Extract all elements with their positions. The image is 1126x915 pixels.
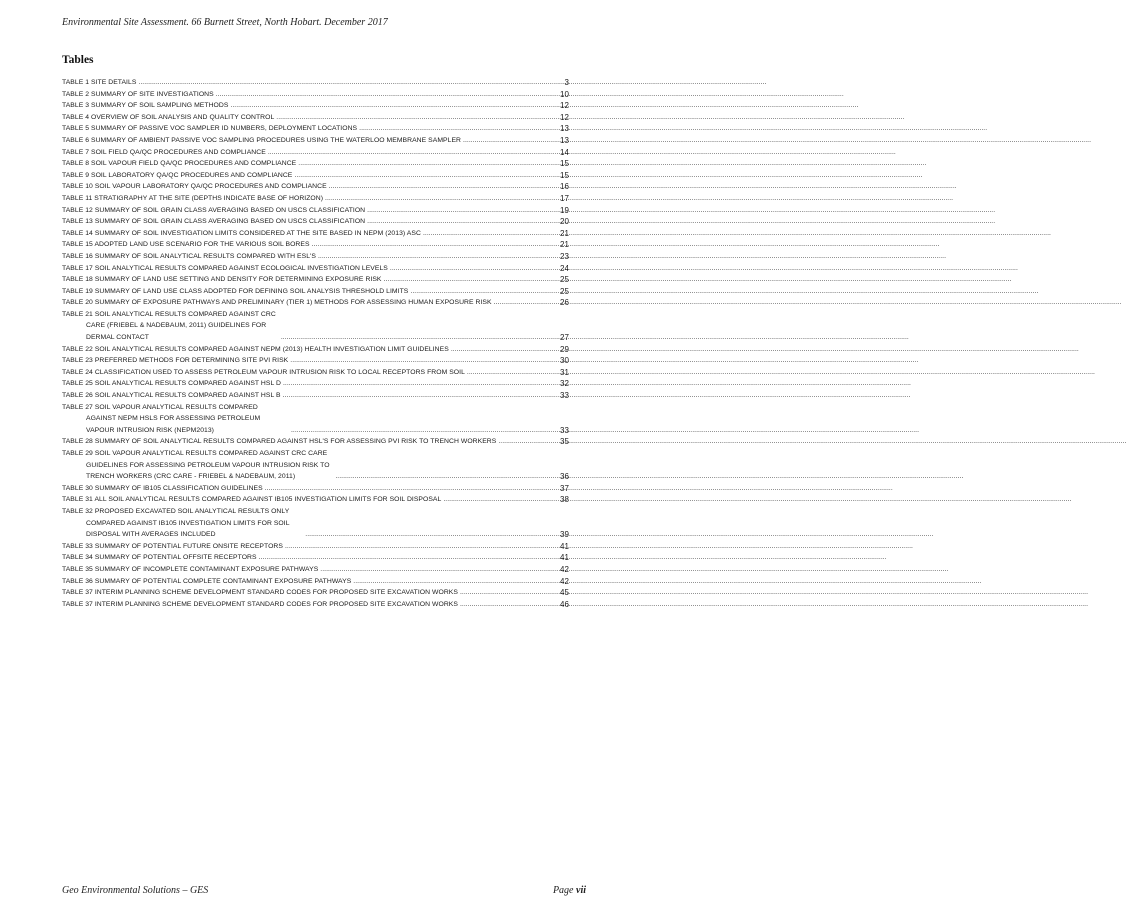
toc-leader-dots (367, 216, 558, 228)
toc-entry-page: 45 (560, 588, 569, 598)
toc-leader-dots (335, 471, 558, 483)
toc-entry[interactable] (62, 263, 569, 275)
toc-entry-page: 29 (560, 344, 569, 354)
toc-entry-page: 41 (560, 541, 569, 551)
toc-leader-dots (298, 158, 558, 170)
toc-entry[interactable] (62, 181, 569, 193)
toc-entry-page: 32 (560, 379, 569, 389)
section-heading: Tables (62, 54, 94, 66)
toc-leader-dots (312, 239, 558, 251)
toc-entry-title: TABLE 37 INTERIM PLANNING SCHEME DEVELOPMENT STANDARD CODES FOR PROPOSED SITE EXCAVATION WORKS (62, 600, 458, 608)
toc-entry-title: TABLE 30 SUMMARY OF IB105 CLASSIFICATION GUIDELINES (62, 484, 263, 492)
toc-entry[interactable] (62, 402, 569, 437)
toc-entry-page: 36 (560, 472, 569, 482)
toc-entry-title: TABLE 5 SUMMARY OF PASSIVE VOC SAMPLER ID NUMBERS, DEPLOYMENT LOCATIONS (62, 125, 358, 133)
toc-entry[interactable] (62, 297, 569, 309)
toc-leader-dots (460, 587, 558, 599)
toc-entry-title: TABLE 27 SOIL VAPOUR ANALYTICAL RESULTS COMPARED AGAINST NEPM HSLS FOR ASSESSING PETROLEUM VAPOUR INTRUSION RISK (NEPM2013) (62, 403, 261, 434)
toc-entry[interactable] (62, 216, 569, 228)
toc-entry-page: 38 (560, 495, 569, 505)
toc-entry-title: TABLE 7 SOIL FIELD QA/QC PROCEDURES AND COMPLIANCE (62, 148, 266, 156)
toc-leader-dots (265, 483, 558, 495)
toc-leader-dots (259, 552, 558, 564)
toc-entry[interactable] (62, 112, 569, 124)
toc-entry[interactable] (62, 494, 569, 506)
toc-entry-title: TABLE 17 SOIL ANALYTICAL RESULTS COMPARED AGAINST ECOLOGICAL INVESTIGATION LEVELS (62, 264, 388, 272)
toc-entry-title: TABLE 16 SUMMARY OF SOIL ANALYTICAL RESULTS COMPARED WITH ESL'S (62, 252, 316, 260)
toc-entry[interactable] (62, 205, 569, 217)
toc-entry[interactable] (62, 436, 569, 448)
toc-entry-page: 42 (560, 564, 569, 574)
toc-leader-dots (384, 274, 558, 286)
toc-entry-page: 14 (560, 147, 569, 157)
toc-leader-dots (367, 205, 558, 217)
footer-company: Geo Environmental Solutions – GES (62, 885, 209, 896)
toc-leader-dots (294, 170, 558, 182)
toc-leader-dots (423, 228, 558, 240)
toc-entry[interactable] (62, 274, 569, 286)
toc-leader-dots (320, 564, 558, 576)
toc-leader-dots (305, 529, 558, 541)
toc-entry-title: TABLE 36 SUMMARY OF POTENTIAL COMPLETE CONTAMINANT EXPOSURE PATHWAYS (62, 577, 352, 585)
toc-entry-title: TABLE 28 SUMMARY OF SOIL ANALYTICAL RESULTS COMPARED AGAINST HSL'S FOR ASSESSING PVI RISK TO TRENCH WORKERS (62, 438, 497, 446)
toc-entry-title: TABLE 8 SOIL VAPOUR FIELD QA/QC PROCEDURES AND COMPLIANCE (62, 160, 297, 168)
toc-entry-page: 33 (560, 391, 569, 401)
toc-entry-title: TABLE 26 SOIL ANALYTICAL RESULTS COMPARED AGAINST HSL B (62, 392, 281, 400)
toc-leader-dots (329, 181, 558, 193)
toc-entry[interactable] (62, 599, 569, 611)
toc-entry-title: TABLE 22 SOIL ANALYTICAL RESULTS COMPARED AGAINST NEPM (2013) HEALTH INVESTIGATION LIMIT GUIDELINES (62, 345, 449, 353)
toc-entry[interactable] (62, 239, 569, 251)
toc-leader-dots (451, 344, 558, 356)
toc-entry-title: TABLE 11 STRATIGRAPHY AT THE SITE (DEPTHS INDICATE BASE OF HORIZON) (62, 194, 324, 202)
toc-entry-title: TABLE 10 SOIL VAPOUR LABORATORY QA/QC PROCEDURES AND COMPLIANCE (62, 183, 327, 191)
toc-leader-dots (283, 390, 558, 402)
toc-entry[interactable] (62, 541, 569, 553)
toc-entry-page: 10 (560, 89, 569, 99)
toc-entry[interactable] (62, 378, 569, 390)
toc-leader-dots (325, 193, 558, 205)
toc-entry-title: TABLE 37 INTERIM PLANNING SCHEME DEVELOPMENT STANDARD CODES FOR PROPOSED SITE EXCAVATION WORKS (62, 589, 458, 597)
toc-entry[interactable] (62, 228, 569, 240)
toc-entry-title: TABLE 6 SUMMARY OF AMBIENT PASSIVE VOC SAMPLING PROCEDURES USING THE WATERLOO MEMBRANE SAMPLER (62, 136, 461, 144)
toc-entry-title: TABLE 4 OVERVIEW OF SOIL ANALYSIS AND QUALITY CONTROL (62, 113, 275, 121)
toc-entry-title: TABLE 15 ADOPTED LAND USE SCENARIO FOR THE VARIOUS SOIL BORES (62, 241, 310, 249)
toc-entry-title: TABLE 29 SOIL VAPOUR ANALYTICAL RESULTS COMPARED AGAINST CRC CARE GUIDELINES FOR ASSESSING PETROLEUM VAPOUR INTRUSION RISK TO TRENCH WORKERS (CRC CARE - FRIEBEL & NADEBAUM, 2011) (62, 450, 330, 481)
toc-entry-title: TABLE 24 CLASSIFICATION USED TO ASSESS PETROLEUM VAPOUR INTRUSION RISK TO LOCAL RECEPTORS FROM SOIL (62, 368, 465, 376)
table-of-tables (62, 77, 569, 610)
toc-entry[interactable] (62, 448, 569, 483)
toc-leader-dots (390, 263, 558, 275)
toc-entry[interactable] (62, 123, 569, 135)
toc-entry[interactable] (62, 77, 569, 89)
toc-entry-title: TABLE 2 SUMMARY OF SITE INVESTIGATIONS (62, 90, 214, 98)
toc-entry-title: TABLE 21 SOIL ANALYTICAL RESULTS COMPARED AGAINST CRC CARE (FRIEBEL & NADEBAUM, 2011) GUIDELINES FOR DERMAL CONTACT (62, 310, 276, 342)
toc-entry-title: TABLE 18 SUMMARY OF LAND USE SETTING AND DENSITY FOR DETERMINING EXPOSURE RISK (62, 276, 382, 284)
toc-entry-page: 26 (560, 298, 569, 308)
toc-entry-page: 19 (560, 205, 569, 215)
toc-entry[interactable] (62, 100, 569, 112)
toc-leader-dots (285, 541, 558, 553)
toc-entry[interactable] (62, 355, 569, 367)
toc-entry-title: TABLE 3 SUMMARY OF SOIL SAMPLING METHODS (62, 102, 229, 110)
toc-leader-dots (283, 378, 558, 390)
toc-entry-page: 27 (560, 333, 569, 343)
toc-entry-page: 20 (560, 217, 569, 227)
toc-entry-title: TABLE 35 SUMMARY OF INCOMPLETE CONTAMINANT EXPOSURE PATHWAYS (62, 565, 319, 573)
toc-entry-title: TABLE 9 SOIL LABORATORY QA/QC PROCEDURES AND COMPLIANCE (62, 171, 293, 179)
toc-entry-page: 3 (564, 78, 569, 87)
toc-leader-dots (216, 89, 558, 101)
toc-leader-dots (290, 355, 558, 367)
toc-leader-dots (460, 599, 558, 611)
toc-leader-dots (467, 367, 558, 379)
toc-entry-page: 17 (560, 193, 569, 203)
toc-leader-dots (498, 436, 558, 448)
toc-leader-dots (318, 251, 558, 263)
toc-entry[interactable] (62, 286, 569, 298)
toc-leader-dots (291, 425, 558, 437)
toc-entry[interactable] (62, 135, 569, 147)
toc-entry-title: TABLE 13 SUMMARY OF SOIL GRAIN CLASS AVERAGING BASED ON USCS CLASSIFICATION (62, 218, 366, 226)
toc-entry[interactable] (62, 390, 569, 402)
toc-entry-page: 39 (560, 530, 569, 540)
toc-entry[interactable] (62, 576, 569, 588)
toc-leader-dots (281, 332, 558, 344)
toc-entry-page: 12 (560, 101, 569, 111)
toc-leader-dots (443, 494, 558, 506)
footer-page-value: vii (576, 885, 586, 896)
toc-entry-page: 24 (560, 263, 569, 273)
toc-entry[interactable] (62, 552, 569, 564)
toc-entry-title: TABLE 20 SUMMARY OF EXPOSURE PATHWAYS AND PRELIMINARY (TIER 1) METHODS FOR ASSESSING HUMAN EXPOSURE RISK (62, 299, 492, 307)
toc-leader-dots (410, 286, 558, 298)
toc-entry-page: 13 (560, 124, 569, 134)
toc-entry-page: 25 (560, 286, 569, 296)
toc-entry-page: 35 (560, 437, 569, 447)
toc-entry-title: TABLE 33 SUMMARY OF POTENTIAL FUTURE ONSITE RECEPTORS (62, 542, 283, 550)
toc-entry-page: 15 (560, 170, 569, 180)
toc-entry-page: 37 (560, 483, 569, 493)
toc-entry-page: 23 (560, 251, 569, 261)
toc-entry[interactable] (62, 587, 569, 599)
toc-entry-title: TABLE 31 ALL SOIL ANALYTICAL RESULTS COMPARED AGAINST IB105 INVESTIGATION LIMITS FOR SOIL DISPOSAL (62, 496, 442, 504)
footer-page-prefix: Page (552, 885, 574, 896)
toc-leader-dots (268, 147, 558, 159)
toc-entry[interactable] (62, 309, 569, 344)
toc-entry[interactable] (62, 193, 569, 205)
toc-entry-title: TABLE 19 SUMMARY OF LAND USE CLASS ADOPTED FOR DEFINING SOIL ANALYSIS THRESHOLD LIMITS (62, 287, 409, 295)
toc-leader-dots (359, 123, 558, 135)
toc-entry-page: 13 (560, 135, 569, 145)
toc-entry[interactable] (62, 147, 569, 159)
toc-entry-page: 15 (560, 159, 569, 169)
toc-entry-page: 46 (560, 599, 569, 609)
toc-entry-page: 21 (560, 228, 569, 238)
toc-entry-page: 33 (560, 425, 569, 435)
toc-entry-page: 21 (560, 240, 569, 250)
toc-entry-page: 12 (560, 112, 569, 122)
toc-entry[interactable] (62, 170, 569, 182)
toc-entry-title: TABLE 12 SUMMARY OF SOIL GRAIN CLASS AVERAGING BASED ON USCS CLASSIFICATION (62, 206, 366, 214)
toc-entry-page: 42 (560, 576, 569, 586)
toc-entry[interactable] (62, 367, 569, 379)
toc-entry-title: TABLE 1 SITE DETAILS (62, 79, 137, 86)
toc-entry-title: TABLE 32 PROPOSED EXCAVATED SOIL ANALYTICAL RESULTS ONLY COMPARED AGAINST IB105 INVESTIGATION LIMITS FOR SOIL DISPOSAL WITH AVERAGES INCLUDED (62, 507, 290, 539)
toc-entry-title: TABLE 23 PREFERRED METHODS FOR DETERMINING SITE PVI RISK (62, 357, 289, 365)
toc-leader-dots (494, 297, 558, 309)
toc-entry[interactable] (62, 506, 569, 541)
toc-entry-title: TABLE 25 SOIL ANALYTICAL RESULTS COMPARED AGAINST HSL D (62, 380, 281, 388)
toc-entry[interactable] (62, 344, 569, 356)
running-header: Environmental Site Assessment. 66 Burnett Street, North Hobart. December 2017 (62, 17, 388, 28)
toc-leader-dots (353, 576, 558, 588)
toc-entry[interactable] (62, 158, 569, 170)
toc-entry[interactable] (62, 89, 569, 101)
toc-entry[interactable] (62, 251, 569, 263)
toc-entry[interactable] (62, 483, 569, 495)
toc-entry-page: 31 (560, 367, 569, 377)
toc-leader-dots (463, 135, 558, 147)
toc-leader-dots (230, 100, 558, 112)
toc-entry-page: 25 (560, 275, 569, 285)
toc-entry-page: 30 (560, 356, 569, 366)
toc-entry-title: TABLE 34 SUMMARY OF POTENTIAL OFFSITE RECEPTORS (62, 554, 257, 562)
toc-entry-title: TABLE 14 SUMMARY OF SOIL INVESTIGATION LIMITS CONSIDERED AT THE SITE BASED IN NEPM (2013) ASC (62, 229, 421, 237)
footer-page-number (553, 885, 586, 896)
toc-leader-dots (138, 77, 562, 89)
toc-entry-page: 16 (560, 182, 569, 192)
toc-leader-dots (276, 112, 558, 124)
toc-entry[interactable] (62, 564, 569, 576)
toc-entry-page: 41 (560, 553, 569, 563)
